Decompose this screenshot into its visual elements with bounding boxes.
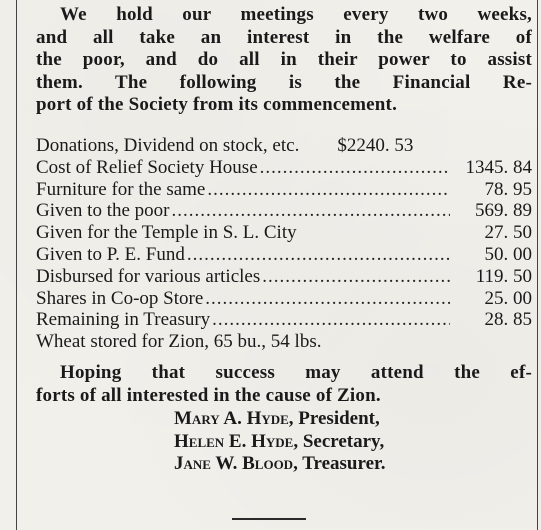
- intro-line: the poor, and do all in their power to assist: [36, 49, 532, 70]
- dot-leader: [172, 200, 450, 222]
- report-row: [36, 244, 532, 266]
- report-item-amount: 28. 85: [484, 309, 532, 331]
- dot-leader: [205, 288, 450, 310]
- report-item-amount: 50. 00: [484, 243, 532, 265]
- report-item-label: Shares in Co-op Store: [36, 287, 204, 309]
- report-item-label: Given to P. E. Fund: [36, 243, 185, 265]
- report-row: [36, 309, 532, 331]
- signer-role: , President,: [288, 408, 380, 429]
- report-item-amount: $2240. 53: [337, 135, 414, 156]
- column-left-rule: [16, 0, 17, 530]
- signature-block: [36, 408, 532, 476]
- signer-role: , Treasurer.: [293, 453, 386, 474]
- report-item-label: Furniture for the same: [36, 178, 206, 200]
- report-item-label: Disbursed for various articles: [36, 265, 261, 287]
- report-item-label: Given for the Temple in S. L. City: [36, 222, 297, 244]
- report-item-amount: 78. 95: [484, 178, 532, 200]
- intro-line: We hold our meetings every two weeks,: [60, 4, 532, 25]
- signature-president: [36, 408, 532, 431]
- report-row: [36, 288, 532, 310]
- report-item-label: Cost of Relief Society House: [36, 156, 258, 178]
- report-row: [36, 266, 532, 288]
- report-item-amount: 119. 50: [475, 265, 532, 287]
- intro-paragraph: [36, 4, 532, 117]
- signer-name: Mary A. Hyde: [174, 408, 289, 429]
- wheat-row: [36, 331, 532, 353]
- intro-line: them. The following is the Financial Re-: [36, 71, 532, 93]
- signer-name: Jane W. Blood: [174, 453, 294, 474]
- report-item-amount: 27. 50: [484, 222, 532, 244]
- signer-role: , Secretary,: [293, 430, 385, 452]
- intro-line: and all take an interest in the welfare of: [36, 26, 532, 48]
- report-row: [36, 222, 532, 244]
- report-item-amount: 569. 89: [475, 200, 532, 222]
- dot-leader: [187, 244, 450, 266]
- section-divider: [232, 518, 306, 520]
- closing-paragraph: [36, 362, 532, 407]
- report-row: [36, 200, 532, 222]
- column-right-rule: [537, 0, 538, 530]
- report-item-label: Given to the poor: [36, 200, 170, 222]
- financial-report: [36, 135, 532, 353]
- report-row: [36, 179, 532, 201]
- report-item-amount: 25. 00: [484, 287, 532, 309]
- dot-leader: [260, 157, 450, 179]
- report-item-label: Remaining in Treasury: [36, 309, 211, 331]
- report-row: [36, 135, 532, 157]
- closing-line: forts of all interested in the cause of Zion.: [36, 384, 381, 406]
- report-item-amount: 1345. 84: [465, 156, 532, 178]
- closing-line: Hoping that success may attend the ef-: [60, 362, 532, 383]
- signature-treasurer: [36, 453, 532, 476]
- signature-secretary: [36, 431, 532, 454]
- intro-line: port of the Society from its commencement.: [36, 94, 398, 115]
- report-item-label: Donations, Dividend on stock, etc.: [36, 135, 300, 156]
- dot-leader: [212, 309, 450, 331]
- dot-leader: [207, 179, 450, 201]
- dot-leader: [262, 266, 450, 288]
- signer-name: Helen E. Hyde: [174, 430, 294, 452]
- report-row: [36, 157, 532, 179]
- wheat-stored-line: Wheat stored for Zion, 65 bu., 54 lbs.: [36, 331, 322, 353]
